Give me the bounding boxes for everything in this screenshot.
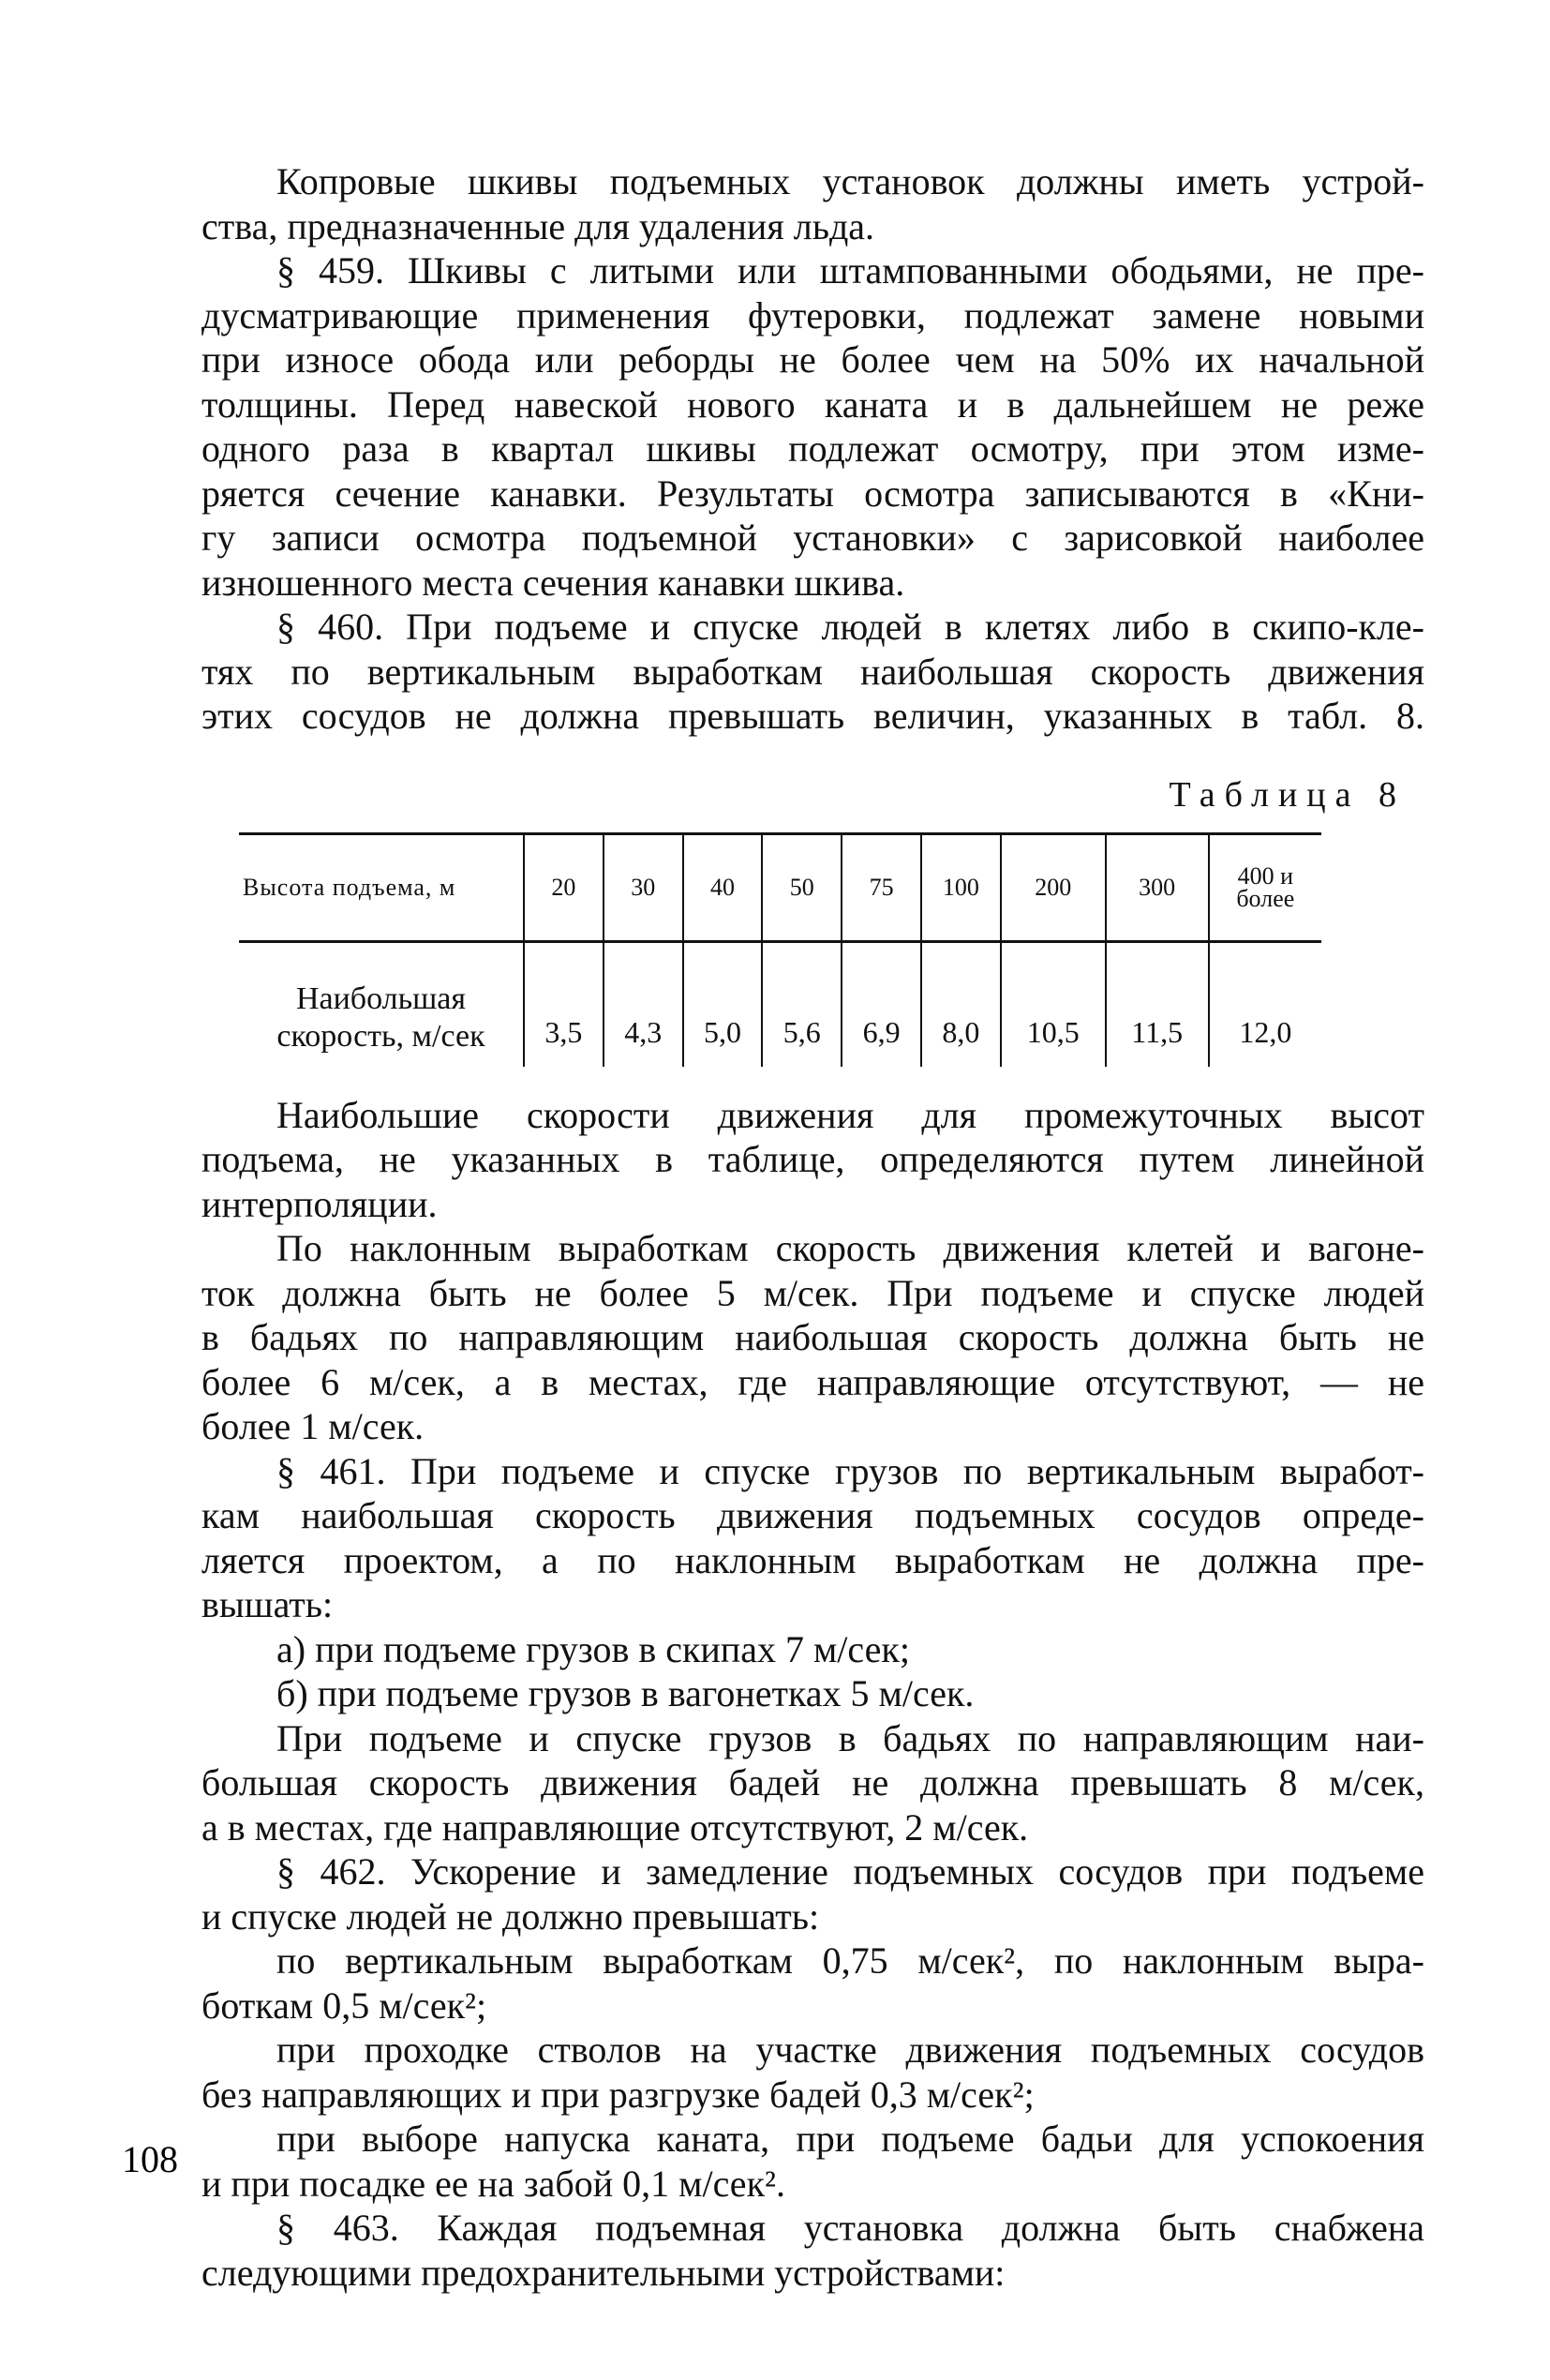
- table-cell: 3,5: [524, 941, 604, 1067]
- table-cell: 4,3: [604, 941, 683, 1067]
- text-line: вышать:: [201, 1583, 334, 1625]
- table-cell: 300: [1106, 833, 1209, 941]
- table-caption: Таблица 8: [1169, 774, 1406, 815]
- table-row-heights: [239, 833, 1321, 941]
- table-cell: 50: [762, 833, 842, 941]
- text-line: одного раза в квартал шкивы подлежат осмотру, при этом изме-: [201, 427, 1424, 470]
- text-line: § 462. Ускорение и замедление подъемных сосудов при подъеме: [276, 1850, 1424, 1893]
- table-cell-last-height: [1209, 833, 1321, 941]
- row-label-height: Высота подъема, м: [239, 833, 524, 941]
- paragraph-sheaves-ice: [201, 159, 1424, 248]
- table-cell: 11,5: [1106, 941, 1209, 1067]
- table-cell: 12,0: [1209, 941, 1321, 1067]
- text-line: изношенного места сечения канавки шкива.: [201, 561, 905, 604]
- table-cell: 200: [1001, 833, 1106, 941]
- paragraph-interpolation: [201, 1093, 1424, 1227]
- text-line: тях по вертикальным выработкам наибольшая скорость движения: [201, 650, 1424, 693]
- table-cell: 30: [604, 833, 683, 941]
- paragraph-section-462: [201, 1849, 1424, 1938]
- text-line: ряется сечение канавки. Результаты осмотра записываются в «Кни-: [201, 472, 1424, 515]
- text-line: § 463. Каждая подъемная установка должна быть снабжена: [276, 2207, 1424, 2249]
- table-cell: 6,9: [842, 941, 921, 1067]
- paragraph-shaft-sinking: [201, 2028, 1424, 2117]
- text-line: толщины. Перед навеской нового каната и в дальнейшем не реже: [201, 382, 1424, 426]
- text-line: большая скорость движения бадей не должна превышать 8 м/сек,: [201, 1761, 1424, 1804]
- text-line: § 459. Шкивы с литыми или штампованными ободьями, не пре-: [276, 249, 1424, 292]
- text-line: ляется проектом, а по наклонным выработкам не должна пре-: [201, 1538, 1424, 1581]
- table-cell: 8,0: [921, 941, 1001, 1067]
- text-line: и спуске людей не должно превышать:: [201, 1894, 820, 1938]
- page-number: 108: [122, 2138, 178, 2180]
- text-line: Копровые шкивы подъемных установок должны иметь устрой-: [276, 160, 1424, 202]
- text-line: более 6 м/сек, а в местах, где направляющие отсутствуют, — не: [201, 1360, 1424, 1403]
- text-line: и при посадке ее на забой 0,1 м/сек².: [201, 2162, 785, 2205]
- speed-table: [239, 832, 1321, 1067]
- text-line: при износе обода или реборды не более чем на 50% их начальной: [201, 338, 1424, 381]
- list-item-b: б) при подъеме грузов в вагонетках 5 м/сек.: [276, 1672, 975, 1714]
- table-cell: 10,5: [1001, 941, 1106, 1067]
- page-body: [201, 159, 1424, 2295]
- paragraph-section-459: [201, 248, 1424, 605]
- paragraph-rope-slack: [201, 2117, 1424, 2206]
- text-line: а в местах, где направляющие отсутствуют, 2 м/сек.: [201, 1805, 1029, 1849]
- cell-line: 400 и: [1237, 861, 1294, 890]
- text-line: следующими предохранительными устройствами:: [201, 2251, 1006, 2294]
- text-line: этих сосудов не должна превышать величин, указанных в табл. 8.: [201, 695, 1424, 737]
- paragraph-section-461: [201, 1449, 1424, 1627]
- table-cell: 20: [524, 833, 604, 941]
- paragraph-vertical-accel: [201, 1938, 1424, 2028]
- table-cell: 40: [683, 833, 763, 941]
- text-line: Наибольшие скорости движения для промежуточных высот: [276, 1093, 1424, 1136]
- list-item-a: а) при подъеме грузов в скипах 7 м/сек;: [276, 1627, 910, 1670]
- text-line: ства, предназначенные для удаления льда.: [201, 204, 875, 247]
- text-line: боткам 0,5 м/сек²;: [201, 1983, 487, 2027]
- text-line: дусматривающие применения футеровки, подлежат замене новыми: [201, 293, 1424, 337]
- text-line: без направляющих и при разгрузке бадей 0,3 м/сек²;: [201, 2073, 1035, 2116]
- text-line: При подъеме и спуске грузов в бадьях по направляющим наи-: [276, 1716, 1424, 1759]
- text-line: гу записи осмотра подъемной установки» с зарисовкой наиболее: [201, 516, 1424, 559]
- text-line: в бадьях по направляющим наибольшая скорость должна быть не: [201, 1316, 1424, 1358]
- text-line: § 460. При подъеме и спуске людей в клетях либо в скипо-кле-: [276, 606, 1424, 648]
- text-line: § 461. При подъеме и спуске грузов по вертикальным выработ-: [276, 1449, 1424, 1492]
- text-line: более 1 м/сек.: [201, 1405, 425, 1447]
- text-line: кам наибольшая скорость движения подъемных сосудов опреде-: [201, 1494, 1424, 1536]
- paragraph-section-460: [201, 605, 1424, 739]
- cell-line: более: [1236, 884, 1295, 912]
- table-row-speeds: [239, 941, 1321, 1067]
- table-cell: 5,0: [683, 941, 763, 1067]
- table-cell: 75: [842, 833, 921, 941]
- spacer: [201, 1067, 1424, 1093]
- paragraph-inclined: [201, 1226, 1424, 1449]
- paragraph-section-463: [201, 2206, 1424, 2295]
- text-line: подъема, не указанных в таблице, определяются путем линейной: [201, 1138, 1424, 1180]
- cell-line: скорость, м/сек: [276, 1018, 485, 1054]
- text-line: по вертикальным выработкам 0,75 м/сек², по наклонным выра-: [276, 1939, 1424, 1982]
- table-cell: 100: [921, 833, 1001, 941]
- table-cell: 5,6: [762, 941, 842, 1067]
- text-line: ток должна быть не более 5 м/сек. При подъеме и спуске людей: [201, 1271, 1424, 1314]
- text-line: при проходке стволов на участке движения подъемных сосудов: [276, 2028, 1424, 2071]
- text-line: По наклонным выработкам скорость движения клетей и вагоне-: [276, 1227, 1424, 1269]
- text-line: интерполяции.: [201, 1182, 438, 1225]
- paragraph-buckets: [201, 1716, 1424, 1850]
- row-label-speed: [239, 941, 524, 1067]
- cell-line: Наибольшая: [295, 980, 467, 1016]
- text-line: при выборе напуска каната, при подъеме бадьи для успокоения: [276, 2118, 1424, 2160]
